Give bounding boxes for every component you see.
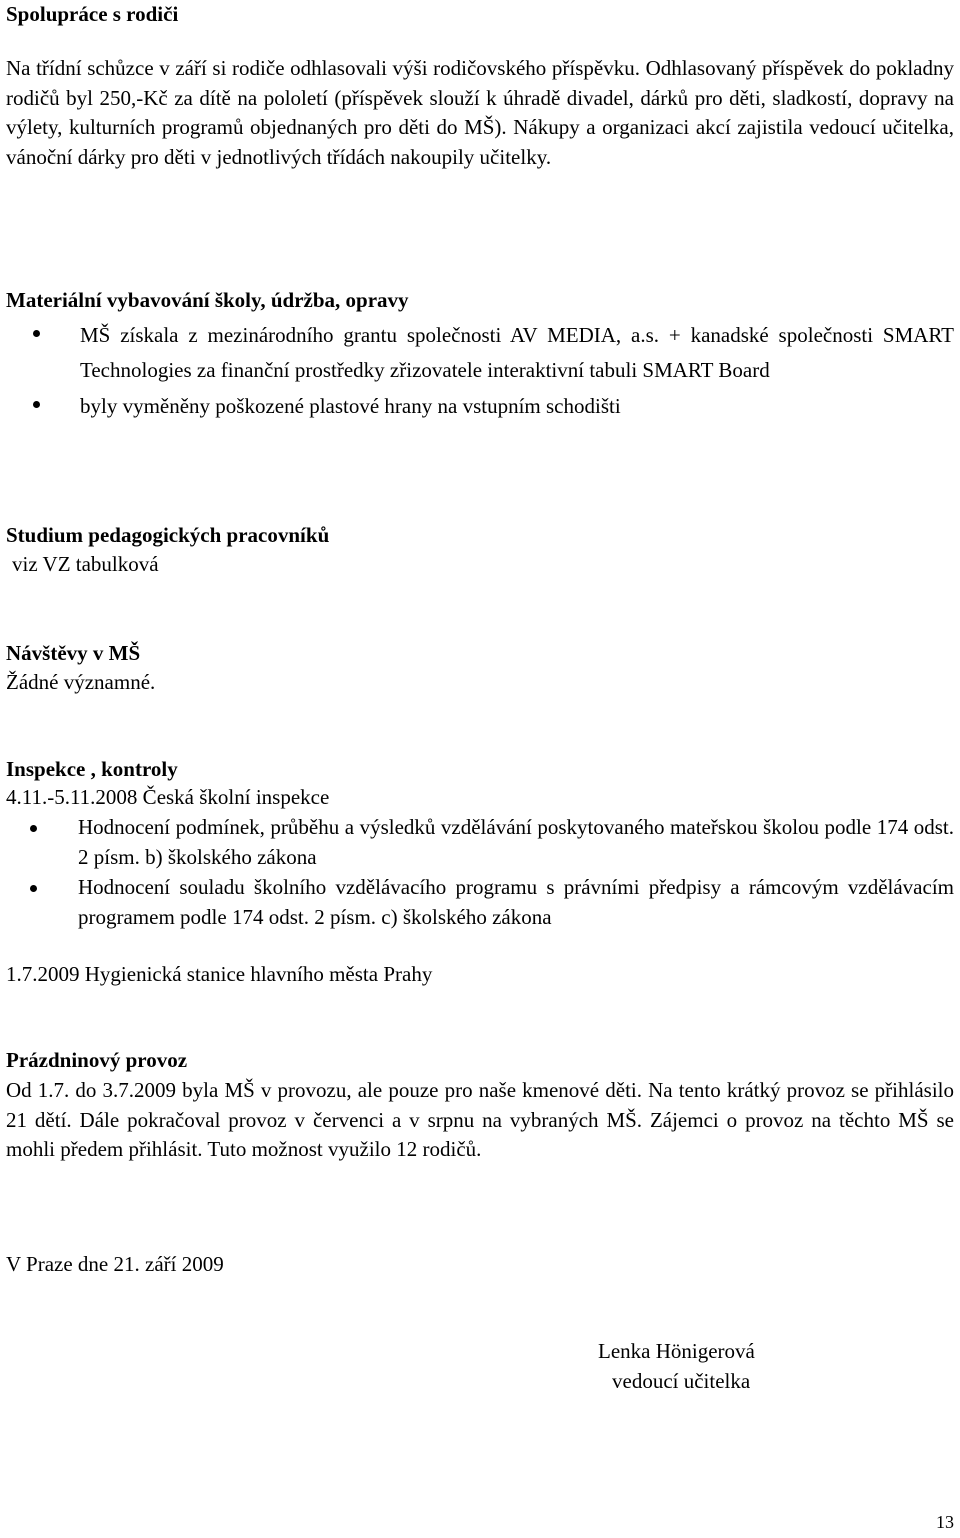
inspection-line-czech-school-inspection: 4.11.-5.11.2008 Česká školní inspekce	[6, 785, 330, 809]
section-heading-study: Studium pedagogických pracovníků	[6, 523, 330, 547]
list-item: Hodnocení podmínek, průběhu a výsledků vzdělávání poskytovaného mateřskou školou podle 174 odst. 2 písm. b) školského zákona	[6, 813, 954, 872]
list-item: Hodnocení souladu školního vzdělávacího programu s právními předpisy a rámcovým vzdělávacím programem podle 174 odst. 2 písm. c) školského zákona	[6, 873, 954, 932]
inspection-line-hygiene-station: 1.7.2009 Hygienická stanice hlavního města Prahy	[6, 962, 433, 986]
section-heading-inspection: Inspekce , kontroly	[6, 757, 178, 781]
page-number: 13	[936, 1512, 954, 1532]
section-heading-holiday: Prázdninový provoz	[6, 1048, 188, 1072]
list-item: byly vyměněny poškozené plastové hrany na vstupním schodišti	[6, 389, 954, 424]
list-item: MŠ získala z mezinárodního grantu společnosti AV MEDIA, a.s. + kanadské společnosti SMART Technologies za finanční prostředky zřizovatele interaktivní tabuli SMART Board	[6, 318, 954, 388]
section-heading-equipment: Materiální vybavování školy, údržba, opravy	[6, 288, 409, 312]
section-heading-parents: Spolupráce s rodiči	[6, 2, 179, 26]
section-heading-visits: Návštěvy v MŠ	[6, 641, 141, 665]
holiday-paragraph: Od 1.7. do 3.7.2009 byla MŠ v provozu, ale pouze pro naše kmenové děti. Na tento krátký provoz se přihlásilo 21 dětí. Dále pokračoval provoz v červenci a v srpnu na vybraných MŠ. Zájemci o provoz na těchto MŠ se mohli předem přihlásit. Tuto možnost využilo 12 rodičů.	[6, 1078, 954, 1161]
signature-role: vedoucí učitelka	[612, 1369, 751, 1393]
inspection-list	[6, 813, 954, 932]
equipment-list	[6, 318, 954, 424]
place-and-date: V Praze dne 21. září 2009	[6, 1252, 224, 1276]
parents-paragraph: Na třídní schůzce v září si rodiče odhlasovali výši rodičovského příspěvku. Odhlasovaný příspěvek do pokladny rodičů byl 250,-Kč za dítě na pololetí (příspěvek slouží k úhradě divadel, dárků pro děti, sladkostí, dopravy na výlety, kulturních programů objednaných pro děti do MŠ). Nákupy a organizaci akcí zajistila vedoucí učitelka, vánoční dárky pro děti v jednotlivých třídách nakoupily učitelky.	[6, 56, 954, 169]
study-text: viz VZ tabulková	[12, 552, 159, 576]
signature-name: Lenka Hönigerová	[598, 1339, 755, 1363]
visits-text: Žádné významné.	[6, 670, 156, 694]
